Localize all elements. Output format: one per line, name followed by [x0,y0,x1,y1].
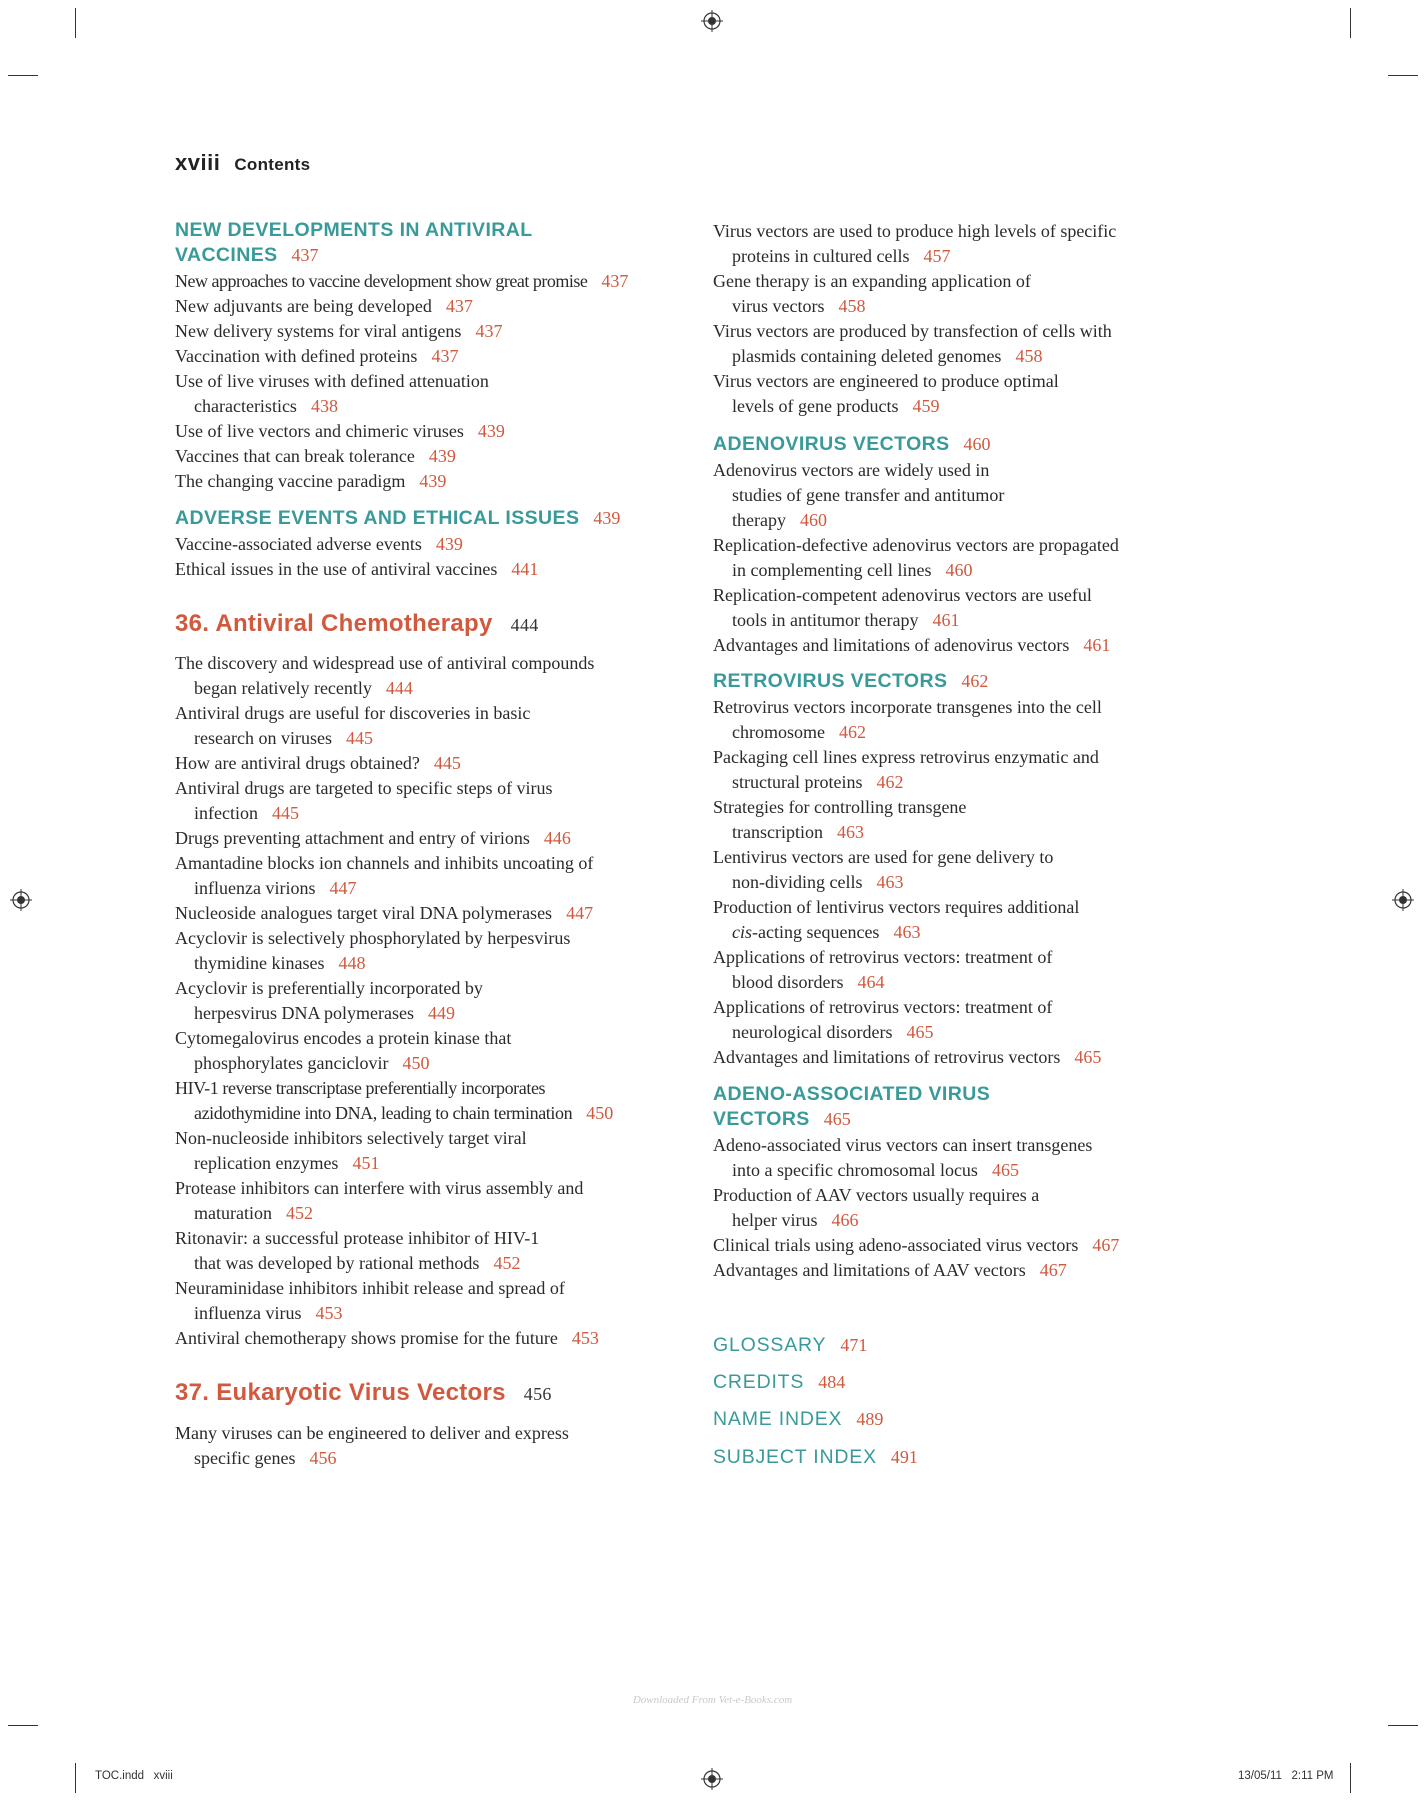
crop-mark [1350,8,1351,38]
toc-entry[interactable]: Acyclovir is selectively phosphorylated by herpesvirus thymidine kinases 448 [175,928,571,973]
toc-entry[interactable]: Advantages and limitations of AAV vectors 467 [713,1260,1067,1280]
toc-entry[interactable]: Lentivirus vectors are used for gene delivery to non-dividing cells 463 [713,847,1054,892]
page-number: 449 [427,1003,455,1023]
page-number: 448 [338,953,366,973]
running-header [175,150,310,176]
page-number: 445 [433,753,461,773]
toc-entry[interactable]: Amantadine blocks ion channels and inhibits uncoating of influenza virions 447 [175,853,594,898]
page-number: 458 [838,296,866,316]
toc-entry[interactable]: Replication-defective adenovirus vectors are propagated in complementing cell lines 460 [713,535,1119,580]
page-number: 458 [1015,346,1043,366]
page-number: 463 [836,822,864,842]
toc-entry[interactable]: HIV-1 reverse transcriptase preferentially incorporates azidothymidine into DNA, leading to chain termination 450 [175,1078,614,1123]
page-number: 484 [818,1372,846,1392]
page-number: 461 [1083,635,1111,655]
page-number: 466 [831,1210,859,1230]
toc-entry[interactable]: Many viruses can be engineered to deliver and express specific genes 456 [175,1423,569,1468]
page-number: 456 [309,1448,337,1468]
registration-mark-icon [10,889,32,911]
toc-entry[interactable]: New approaches to vaccine development show great promise 437 [175,271,629,291]
page-number: 450 [586,1103,614,1123]
toc-entry[interactable]: Replication-competent adenovirus vectors are useful tools in antitumor therapy 461 [713,585,1092,630]
toc-entry[interactable]: Production of AAV vectors usually requires a helper virus 466 [713,1185,1040,1230]
section-heading-adenovirus-vectors[interactable]: ADENOVIRUS VECTORS 460 [713,433,991,455]
page-number: 462 [838,722,866,742]
page-number: 464 [857,972,885,992]
chapter-heading-36[interactable]: 36. Antiviral Chemotherapy 444 [175,610,539,637]
toc-entry[interactable]: Antiviral drugs are useful for discoveries in basic research on viruses 445 [175,703,531,748]
page-number: 465 [991,1160,1019,1180]
crop-mark [8,1725,38,1726]
toc-entry[interactable]: Production of lentivirus vectors requires additional cis-acting sequences 463 [713,897,1080,942]
toc-entry[interactable]: Drugs preventing attachment and entry of virions 446 [175,828,571,848]
toc-entry[interactable]: Advantages and limitations of adenovirus vectors 461 [713,635,1111,655]
toc-entry[interactable]: Adeno-associated virus vectors can insert transgenes into a specific chromosomal locus 465 [713,1135,1093,1180]
page-number: 457 [923,246,951,266]
page-number: 463 [876,872,904,892]
page-number: 467 [1092,1235,1120,1255]
page-number: 437 [431,346,459,366]
crop-mark [1350,1763,1351,1793]
page-number: 437 [475,321,503,341]
page-number: 445 [345,728,373,748]
page-number: 462 [876,772,904,792]
slug-timestamp: 13/05/11 2:11 PM [1238,1770,1334,1782]
section-heading-vaccines[interactable]: NEW DEVELOPMENTS IN ANTIVIRAL VACCINES 437 [175,219,533,266]
toc-entry[interactable]: Applications of retrovirus vectors: treatment of neurological disorders 465 [713,997,1053,1042]
toc-entry[interactable]: Ritonavir: a successful protease inhibitor of HIV-1 that was developed by rational methods 452 [175,1228,540,1273]
registration-mark-icon [701,1768,723,1790]
toc-entry[interactable]: Clinical trials using adeno-associated virus vectors 467 [713,1235,1120,1255]
page-number: 437 [601,271,629,291]
back-matter-glossary[interactable]: GLOSSARY 471 [713,1334,868,1356]
toc-entry[interactable]: Applications of retrovirus vectors: treatment of blood disorders 464 [713,947,1053,992]
page-number: 452 [285,1203,313,1223]
toc-entry[interactable]: Virus vectors are used to produce high levels of specific proteins in cultured cells 457 [713,221,1117,266]
header-page-number: xviii [175,150,221,175]
watermark: Downloaded From Vet-e-Books.com [632,1694,793,1706]
slug-file-info: TOC.indd xviii [95,1770,173,1782]
page-number: 438 [310,396,338,416]
toc-entry[interactable]: How are antiviral drugs obtained? 445 [175,753,461,773]
toc-entry[interactable]: Use of live viruses with defined attenuation characteristics 438 [175,371,489,416]
page-number: 460 [963,434,991,454]
page-number: 459 [912,396,940,416]
toc-entry[interactable]: Ethical issues in the use of antiviral vaccines 441 [175,559,539,579]
page-number: 446 [543,828,571,848]
page-number: 451 [352,1153,380,1173]
toc-entry[interactable]: Packaging cell lines express retrovirus enzymatic and structural proteins 462 [713,747,1099,792]
registration-mark-icon [701,10,723,32]
page-number: 441 [511,559,539,579]
toc-entry[interactable]: The discovery and widespread use of antiviral compounds began relatively recently 444 [175,653,595,698]
page-number: 447 [566,903,594,923]
page-number: 463 [893,922,921,942]
page-number: 437 [291,245,319,265]
toc-entry[interactable]: Antiviral chemotherapy shows promise for the future 453 [175,1328,599,1348]
toc-entry[interactable]: Non-nucleoside inhibitors selectively target viral replication enzymes 451 [175,1128,527,1173]
toc-entry[interactable]: New adjuvants are being developed 437 [175,296,473,316]
toc-entry[interactable]: Advantages and limitations of retrovirus vectors 465 [713,1047,1102,1067]
toc-entry[interactable]: Vaccination with defined proteins 437 [175,346,459,366]
page-number: 460 [799,510,827,530]
toc-entry[interactable]: Antiviral drugs are targeted to specific steps of virus infection 445 [175,778,553,823]
toc-entry[interactable]: Acyclovir is preferentially incorporated by herpesvirus DNA polymerases 449 [175,978,483,1023]
page-number: 453 [315,1303,343,1323]
toc-entry[interactable]: Adenovirus vectors are widely used in studies of gene transfer and antitumor therapy 460 [713,460,1005,530]
page-number: 445 [271,803,299,823]
page-number: 444 [510,615,539,635]
page-number: 439 [477,421,505,441]
page-number: 489 [856,1409,884,1429]
crop-mark [75,1763,76,1793]
toc-entry[interactable]: Protease inhibitors can interfere with virus assembly and maturation 452 [175,1178,584,1223]
page-number: 465 [906,1022,934,1042]
crop-mark [1388,75,1418,76]
page-number: 465 [1074,1047,1102,1067]
page-number: 471 [840,1335,868,1355]
page-number: 439 [419,471,447,491]
crop-mark [1388,1725,1418,1726]
page-number: 456 [523,1384,552,1404]
page-number: 491 [890,1447,918,1467]
registration-mark-icon [1392,889,1414,911]
page-number: 462 [961,671,989,691]
chapter-heading-37[interactable]: 37. Eukaryotic Virus Vectors 456 [175,1379,552,1406]
page-number: 452 [493,1253,521,1273]
page-number: 460 [945,560,973,580]
toc-entry[interactable]: New delivery systems for viral antigens 437 [175,321,503,341]
toc-entry[interactable]: Nucleoside analogues target viral DNA polymerases 447 [175,903,594,923]
toc-entry[interactable]: Virus vectors are engineered to produce optimal levels of gene products 459 [713,371,1059,416]
back-matter-subject-index[interactable]: SUBJECT INDEX 491 [713,1446,918,1468]
page-number: 439 [435,534,463,554]
toc-entry[interactable]: Vaccine-associated adverse events 439 [175,534,463,554]
back-matter-credits[interactable]: CREDITS 484 [713,1371,846,1393]
toc-entry[interactable]: Retrovirus vectors incorporate transgenes into the cell chromosome 462 [713,697,1102,742]
toc-entry[interactable]: Vaccines that can break tolerance 439 [175,446,456,466]
toc-entry[interactable]: Strategies for controlling transgene transcription 463 [713,797,967,842]
page-number: 437 [445,296,473,316]
page-number: 439 [428,446,456,466]
page-number: 450 [402,1053,430,1073]
page-number: 447 [329,878,357,898]
section-heading-retrovirus-vectors[interactable]: RETROVIRUS VECTORS 462 [713,670,989,692]
toc-entry[interactable]: Gene therapy is an expanding application of virus vectors 458 [713,271,1031,316]
section-heading-aav-vectors[interactable]: ADENO-ASSOCIATED VIRUS VECTORS 465 [713,1083,991,1130]
section-heading-adverse-events[interactable]: ADVERSE EVENTS AND ETHICAL ISSUES 439 [175,507,621,529]
page-number: 467 [1039,1260,1067,1280]
toc-entry[interactable]: The changing vaccine paradigm 439 [175,471,447,491]
page-number: 461 [932,610,960,630]
page-number: 453 [571,1328,599,1348]
back-matter-name-index[interactable]: NAME INDEX 489 [713,1408,884,1430]
toc-entry[interactable]: Cytomegalovirus encodes a protein kinase that phosphorylates ganciclovir 450 [175,1028,512,1073]
toc-entry[interactable]: Use of live vectors and chimeric viruses 439 [175,421,505,441]
crop-mark [8,75,38,76]
page-number: 465 [823,1109,851,1129]
header-label: Contents [234,155,311,174]
toc-entry[interactable]: Neuraminidase inhibitors inhibit release and spread of influenza virus 453 [175,1278,565,1323]
page-number: 439 [593,508,621,528]
crop-mark [75,8,76,38]
page-number: 444 [385,678,413,698]
toc-entry[interactable]: Virus vectors are produced by transfection of cells with plasmids containing deleted genomes 458 [713,321,1112,366]
